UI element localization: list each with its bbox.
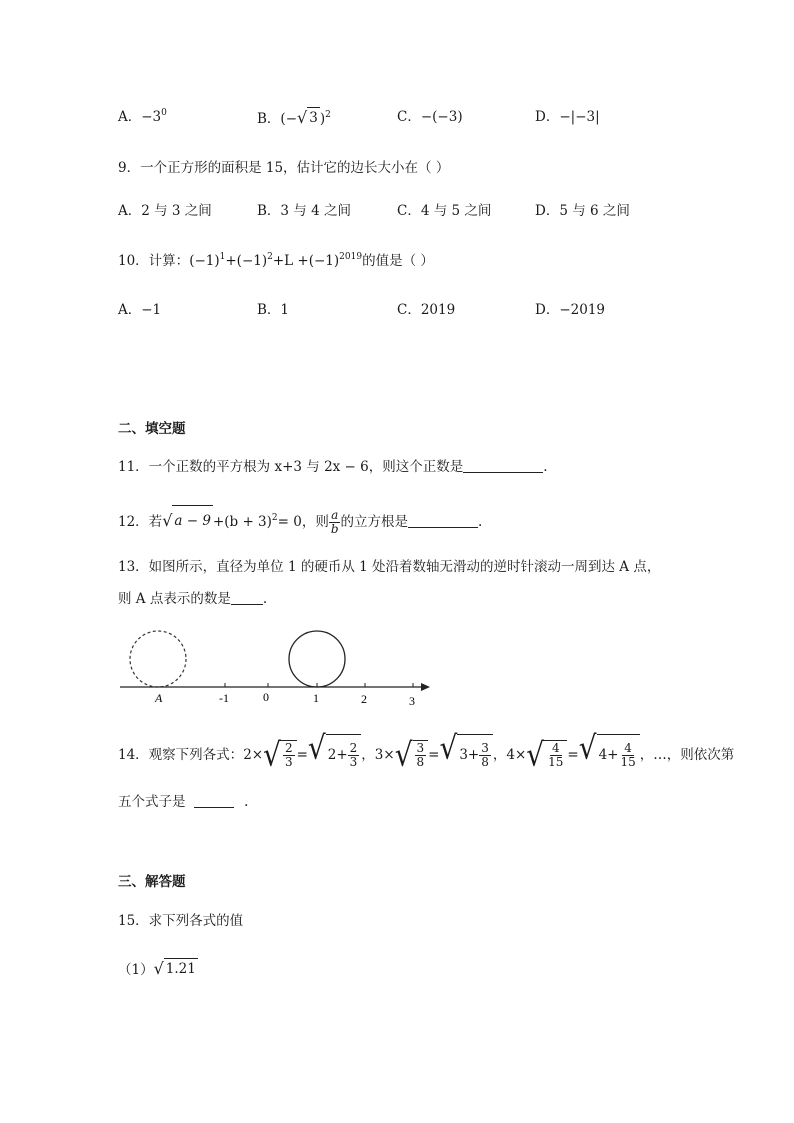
equals-sign: = <box>567 746 579 763</box>
question-text: 11．一个正数的平方根为 x+3 与 2x − 6，则这个正数是 <box>118 459 464 475</box>
whole-part: 3+ <box>459 747 480 763</box>
term: +L +(−1) <box>272 253 340 269</box>
question-end: . <box>478 514 483 530</box>
sqrt-expression: √ $\frac{3}{8}$ <box>395 740 428 770</box>
q13-line1: 13．如图所示，直径为单位 1 的硬币从 1 处沿着数轴无滑动的逆时针滚动一周到达 A 点， <box>118 559 661 575</box>
q8-option-c <box>397 107 463 127</box>
question-text: 则 A 点表示的数是 <box>118 591 231 607</box>
option-label: D． <box>535 109 560 125</box>
axis-label-a: A <box>155 691 163 705</box>
denominator: 15 <box>620 754 636 769</box>
q9-option-d: D．5 与 6 之间 <box>535 203 630 219</box>
numerator: 4 <box>551 740 560 755</box>
fraction <box>329 509 341 536</box>
term: = 0，则 <box>277 514 329 530</box>
q14-line2 <box>118 792 248 812</box>
q8-option-d <box>535 107 600 127</box>
axis-label-2: 2 <box>361 692 367 706</box>
term: +(−1) <box>225 253 268 269</box>
dashed-coin-circle <box>130 631 186 687</box>
numerator: 3 <box>481 740 489 755</box>
question-end: . <box>543 459 548 475</box>
q12-stem <box>118 505 482 537</box>
question-prefix: 14．观察下列各式： <box>118 746 244 763</box>
exponent: 2 <box>267 252 273 262</box>
coefficient: 4× <box>506 746 527 763</box>
denominator: 3 <box>349 754 358 769</box>
question-prefix: 12．若 <box>118 514 163 530</box>
question-prefix: 10．计算： <box>118 253 190 269</box>
sqrt-expression: √ 4+ $\frac{4}{15}$ <box>579 734 640 775</box>
option-label: C． <box>397 109 421 125</box>
q11-stem <box>118 457 548 477</box>
coefficient: 2× <box>243 746 264 763</box>
axis-arrow-icon <box>421 683 430 691</box>
option-value: ) <box>319 111 326 127</box>
q9-option-a: A．2 与 3 之间 <box>118 203 212 219</box>
question-suffix: 的立方根是 <box>340 514 409 530</box>
option-value: −|−3| <box>559 109 600 125</box>
sub-question-label: （1） <box>118 962 154 978</box>
exponent: 0 <box>161 108 167 118</box>
question-suffix: 的值是（ ） <box>362 253 434 269</box>
numerator: 2 <box>284 740 293 755</box>
equals-sign: = <box>428 746 440 763</box>
sqrt-expression: √ 2+ $\frac{2}{3}$ <box>308 734 361 775</box>
q9-stem: 9．一个正方形的面积是 15，估计它的边长大小在（ ） <box>118 160 450 176</box>
exponent: 2019 <box>339 252 363 262</box>
q14-term-3 <box>506 728 639 775</box>
separator: ， <box>492 746 507 763</box>
coefficient: 3× <box>374 746 395 763</box>
q9-option-b: B．3 与 4 之间 <box>257 203 351 219</box>
question-suffix: ，…，则依次第 <box>639 746 735 763</box>
numerator: 3 <box>416 740 425 755</box>
sqrt-expression: √ a − 9 <box>162 505 213 536</box>
numerator: 2 <box>349 740 358 755</box>
section-title-solutions: 三、解答题 <box>118 874 186 890</box>
whole-part: 4+ <box>598 747 619 763</box>
exponent: 2 <box>271 513 278 523</box>
term: (−1) <box>189 253 220 269</box>
numerator: 4 <box>624 740 632 755</box>
question-text: 五个式子是 <box>118 794 186 810</box>
option-value: (− <box>280 111 298 127</box>
q9-option-c: C．4 与 5 之间 <box>397 203 492 219</box>
sqrt-expression: √ 3+ $\frac{3}{8}$ <box>439 734 492 775</box>
q10-option-a: A．−1 <box>118 302 162 318</box>
radicand: a − 9 <box>172 505 213 536</box>
axis-label-1: 1 <box>313 691 319 705</box>
number-line-figure <box>118 625 434 707</box>
q10-option-b: B．1 <box>257 302 290 318</box>
equals-sign: = <box>296 746 308 763</box>
sqrt-expression: √ $\frac{4}{15}$ <box>526 740 567 770</box>
whole-part: 2+ <box>327 747 348 763</box>
question-end: . <box>244 794 249 810</box>
section-title-fill-in: 二、填空题 <box>118 421 186 437</box>
answer-blank[interactable] <box>463 458 543 473</box>
separator: ， <box>361 746 375 763</box>
q10-option-c: C．2019 <box>397 302 456 318</box>
option-label: A． <box>118 109 142 125</box>
q8-option-a <box>118 107 167 127</box>
option-value: −3 <box>141 109 162 125</box>
option-value: −(−3) <box>420 109 463 125</box>
denominator: 8 <box>416 754 425 769</box>
q15-sub1 <box>118 958 198 980</box>
denominator: b <box>330 522 339 536</box>
denominator: 8 <box>481 754 489 769</box>
coin-circle <box>289 631 345 687</box>
sqrt-expression: √ 3 <box>297 108 318 127</box>
answer-blank[interactable] <box>408 513 478 528</box>
q15-stem: 15．求下列各式的值 <box>118 913 244 929</box>
q13-line2 <box>118 589 267 609</box>
q14-stem <box>118 728 735 775</box>
q8-option-b <box>257 107 331 129</box>
question-end: . <box>262 591 268 607</box>
q10-stem <box>118 251 434 271</box>
axis-label-3: 3 <box>409 694 415 707</box>
term: +(b + 3) <box>212 514 272 530</box>
axis-label-neg1: -1 <box>219 691 229 705</box>
numerator: a <box>331 508 339 522</box>
exponent: 1 <box>219 252 226 262</box>
sqrt-expression: √ $\frac{2}{3}$ <box>263 740 296 770</box>
sqrt-expression: √ 1.21 <box>153 959 196 978</box>
radicand: 3 <box>307 107 320 128</box>
option-label: B． <box>257 111 281 127</box>
axis-label-0: 0 <box>263 690 269 704</box>
denominator: 3 <box>284 754 293 769</box>
radicand: 1.21 <box>164 958 198 979</box>
q14-term-2 <box>374 728 493 775</box>
q14-term-1 <box>243 728 361 775</box>
exponent: 2 <box>325 110 331 120</box>
q10-option-d: D．−2019 <box>535 302 605 318</box>
answer-blank[interactable] <box>194 793 234 808</box>
denominator: 15 <box>548 754 564 769</box>
answer-blank[interactable] <box>231 590 263 605</box>
